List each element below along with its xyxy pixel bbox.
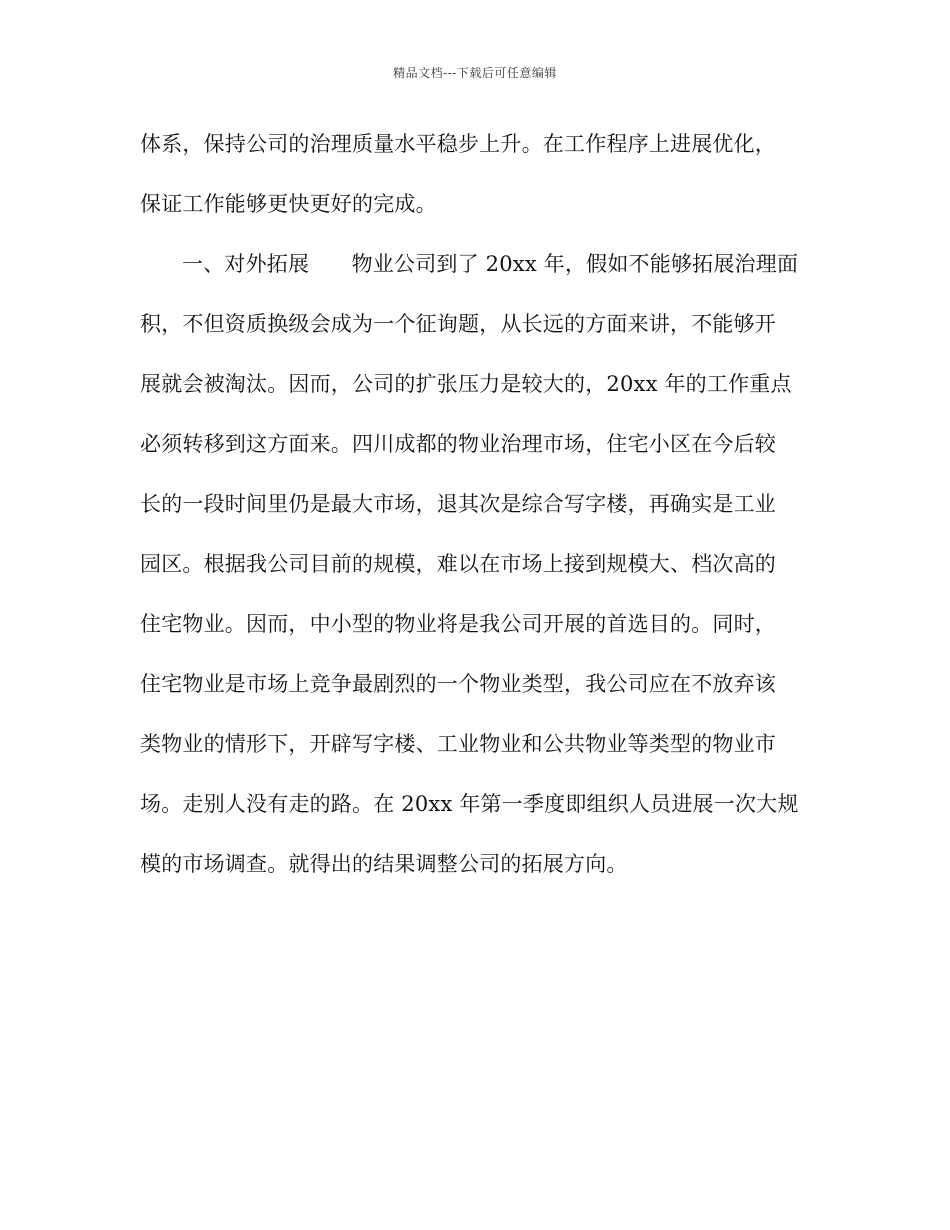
body-line: 住宅物业是市场上竞争最剧烈的一个物业类型，我公司应在不放弃该 <box>140 672 776 696</box>
section-heading-line: 一、对外拓展 物业公司到了 20xx 年，假如不能够拓展治理面 <box>182 252 799 276</box>
body-line: 积，不但资质换级会成为一个征询题，从长远的方面来讲，不能够开 <box>140 312 776 336</box>
body-line: 长的一段时间里仍是最大市场，退其次是综合写字楼，再确实是工业 <box>140 492 776 516</box>
body-line: 保证工作能够更快更好的完成。 <box>140 192 437 216</box>
body-line: 类物业的情形下，开辟写字楼、工业物业和公共物业等类型的物业市 <box>140 732 776 756</box>
body-line: 住宅物业。因而，中小型的物业将是我公司开展的首选目的。同时， <box>140 612 776 636</box>
page-header: 精品文档---下载后可任意编辑 <box>393 66 557 80</box>
body-line: 模的市场调查。就得出的结果调整公司的拓展方向。 <box>140 852 628 876</box>
body-line: 园区。根据我公司目前的规模，难以在市场上接到规模大、档次高的 <box>140 552 776 576</box>
body-line: 必须转移到这方面来。四川成都的物业治理市场，住宅小区在今后较 <box>140 432 776 456</box>
body-line: 体系，保持公司的治理质量水平稳步上升。在工作程序上进展优化， <box>140 132 776 156</box>
body-line: 场。走别人没有走的路。在 20xx 年第一季度即组织人员进展一次大规 <box>140 792 799 816</box>
document-body <box>140 120 820 900</box>
body-line: 展就会被淘汰。因而，公司的扩张压力是较大的，20xx 年的工作重点 <box>140 372 792 396</box>
